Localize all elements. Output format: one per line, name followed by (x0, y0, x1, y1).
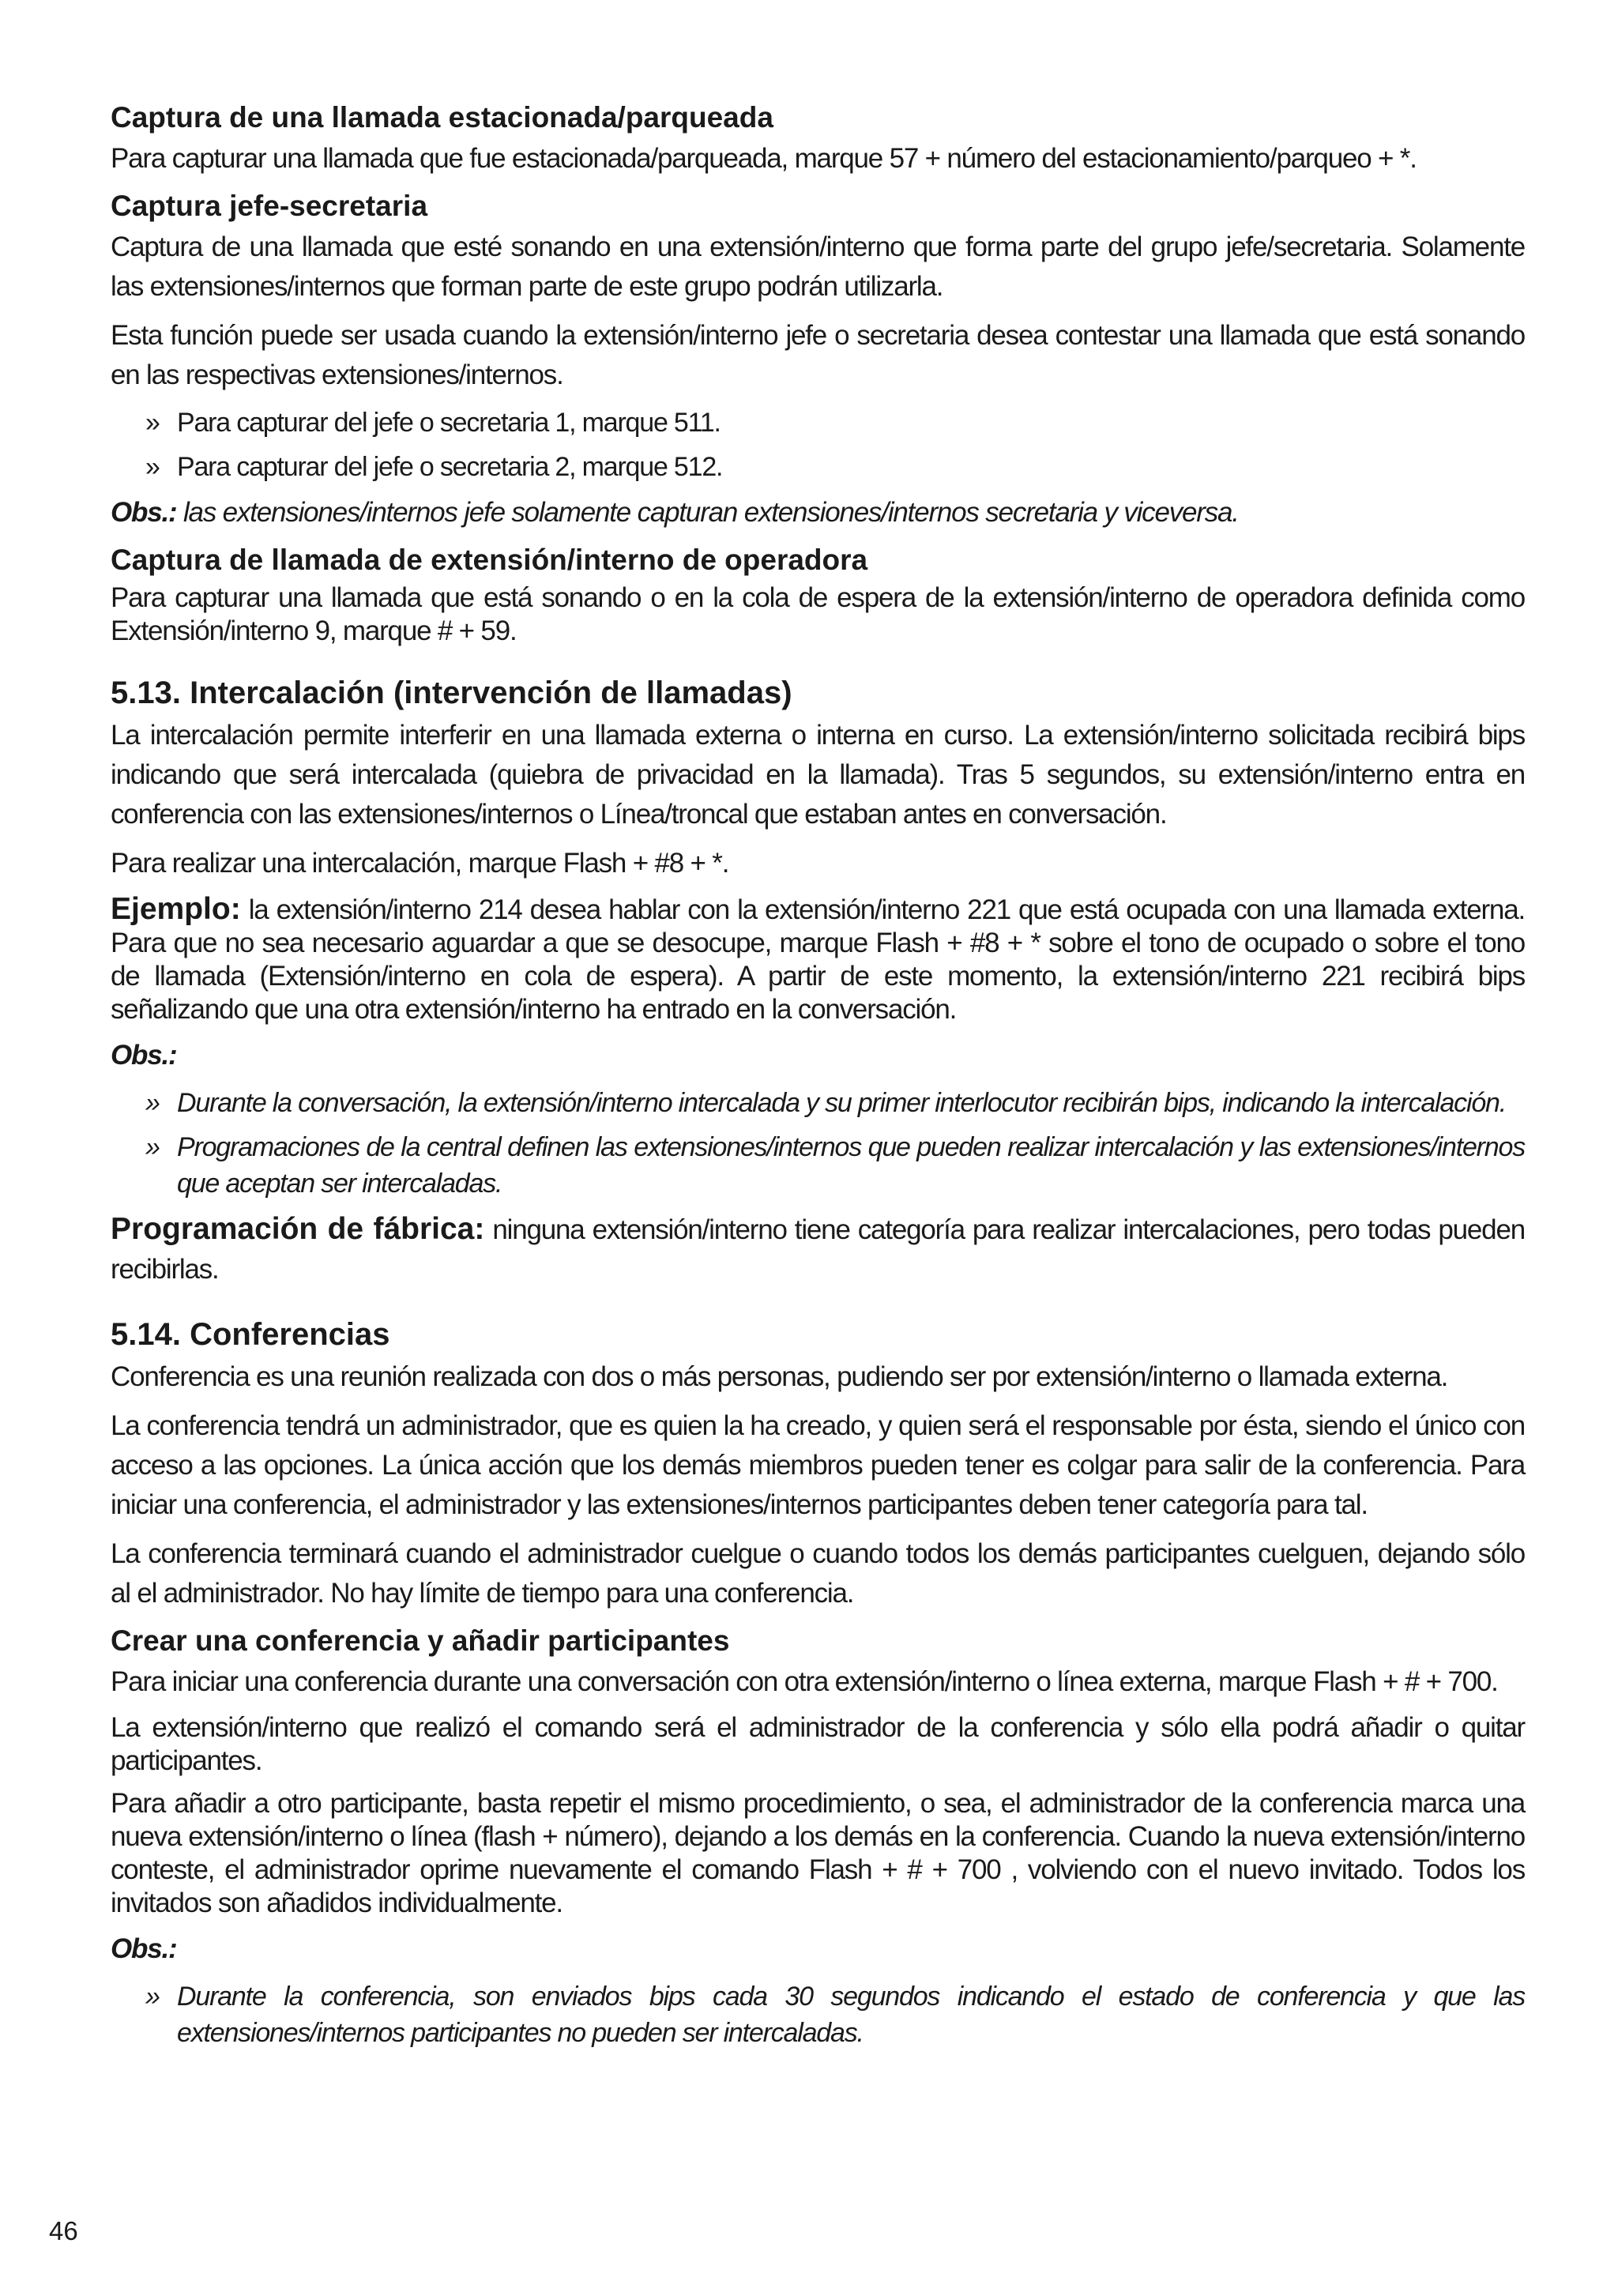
factory-paragraph (111, 1210, 1525, 1289)
obs-bullet-list (111, 1085, 1525, 1202)
list-item (111, 1129, 1525, 1202)
paragraph: La conferencia tendrá un administrador, que es quien la ha creado, y quien será el responsable por ésta, siendo el único con acceso a las opciones. La única acción que los demás miembros pueden tener es colgar para salir de la conferencia. Para iniciar una conferencia, el administrador y las extensiones/internos participantes deben tener categoría para tal. (111, 1410, 1525, 1520)
example-text: la extensión/interno 214 desea hablar con la extensión/interno 221 que está ocupada con una llamada externa. Para que no sea necesario aguardar a que se desocupe, marque Flash + #8 + * sobre el tono de ocupado o sobre el tono de llamada (Extensión/interno en cola de espera). A partir de este momento, la extensión/interno 221 recibirá bips señalizando que una otra extensión/interno ha entrado en la conversación. (111, 894, 1525, 1025)
paragraph: Conferencia es una reunión realizada con dos o más personas, pudiendo ser por extensión/interno o llamada externa. (111, 1361, 1448, 1392)
paragraph: Para capturar una llamada que fue estacionada/parqueada, marque 57 + número del estacionamiento/parqueo + *. (111, 143, 1417, 174)
list-item (111, 405, 1525, 441)
example-label: Ejemplo: (111, 892, 241, 926)
factory-label: Programación de fábrica: (111, 1212, 485, 1246)
obs-label: Obs.: (111, 1933, 177, 1964)
list-item-text: Durante la conferencia, son enviados bips cada 30 segundos indicando el estado de conferencia y que las extensiones/internos participantes no pueden ser intercaladas. (177, 1982, 1525, 2048)
paragraph: Para iniciar una conferencia durante una conversación con otra extensión/interno o línea externa, marque Flash + # + 700. (111, 1666, 1498, 1697)
paragraph: Para capturar una llamada que está sonando o en la cola de espera de la extensión/interno de operadora definida como Extensión/interno 9, marque # + 59. (111, 582, 1525, 646)
obs-bullet-list (111, 1978, 1525, 2051)
obs-label: Obs.: (111, 497, 177, 528)
factory-text: ninguna extensión/interno tiene categoría para realizar intercalaciones, pero todas pueden recibirlas. (111, 1214, 1525, 1285)
bullet-mark: » (145, 1132, 160, 1162)
paragraph: La extensión/interno que realizó el comando será el administrador de la conferencia y sólo ella podrá añadir o quitar participantes. (111, 1712, 1525, 1776)
obs-note (111, 493, 1525, 533)
section-heading-conferencias: 5.14. Conferencias (111, 1317, 390, 1352)
obs-heading (111, 1929, 1525, 1969)
bullet-mark: » (145, 408, 160, 438)
bullet-list (111, 405, 1525, 485)
list-item-text: Programaciones de la central definen las extensiones/internos que pueden realizar intercalación y las extensiones/internos que aceptan ser intercaladas. (177, 1132, 1525, 1199)
list-item (111, 449, 1525, 485)
section-heading-crear-conferencia: Crear una conferencia y añadir participantes (111, 1624, 730, 1657)
paragraph: Captura de una llamada que esté sonando en una extensión/interno que forma parte del grupo jefe/secretaria. Solamente las extensiones/internos que forman parte de este grupo podrán utilizarla. (111, 231, 1525, 302)
obs-text: las extensiones/internos jefe solamente capturan extensiones/internos secretaria y viceversa. (182, 497, 1239, 528)
section-heading-intercalacion: 5.13. Intercalación (intervención de llamadas) (111, 676, 792, 710)
paragraph: Para realizar una intercalación, marque Flash + #8 + *. (111, 848, 729, 879)
obs-heading (111, 1036, 1525, 1075)
bullet-mark: » (145, 1982, 160, 2012)
section-heading-captura-operadora: Captura de llamada de extensión/interno de operadora (111, 544, 868, 576)
obs-label: Obs.: (111, 1040, 177, 1071)
list-item (111, 1085, 1525, 1121)
list-item-text: Durante la conversación, la extensión/interno intercalada y su primer interlocutor recibirán bips, indicando la intercalación. (177, 1088, 1506, 1118)
paragraph: La conferencia terminará cuando el administrador cuelgue o cuando todos los demás participantes cuelguen, dejando sólo al el administrador. No hay límite de tiempo para una conferencia. (111, 1538, 1525, 1609)
section-heading-captura-jefe-secretaria: Captura jefe-secretaria (111, 190, 428, 222)
list-item-text: Para capturar del jefe o secretaria 1, marque 511. (177, 408, 721, 438)
page-number: 46 (49, 2216, 78, 2245)
paragraph: La intercalación permite interferir en una llamada externa o interna en curso. La extensión/interno solicitada recibirá bips indicando que será intercalada (quiebra de privacidad en la llamada). Tras 5 segundos, su extensión/interno entra en conferencia con las extensiones/internos o Línea/troncal que estaban antes en conversación. (111, 720, 1525, 830)
list-item (111, 1978, 1525, 2051)
section-heading-captura-estacionada: Captura de una llamada estacionada/parqueada (111, 101, 773, 134)
bullet-mark: » (145, 452, 160, 482)
list-item-text: Para capturar del jefe o secretaria 2, marque 512. (177, 452, 723, 482)
bullet-mark: » (145, 1088, 160, 1118)
paragraph: Esta función puede ser usada cuando la extensión/interno jefe o secretaria desea contestar una llamada que está sonando en las respectivas extensiones/internos. (111, 320, 1525, 390)
paragraph: Para añadir a otro participante, basta repetir el mismo procedimiento, o sea, el administrador de la conferencia marca una nueva extensión/interno o línea (flash + número), dejando a los demás en la conferencia. Cuando la nueva extensión/interno conteste, el administrador oprime nuevamente el comando Flash + # + 700 , volviendo con el nuevo invitado. Todos los invitados son añadidos individualmente. (111, 1788, 1525, 1918)
example-paragraph (111, 893, 1525, 1026)
